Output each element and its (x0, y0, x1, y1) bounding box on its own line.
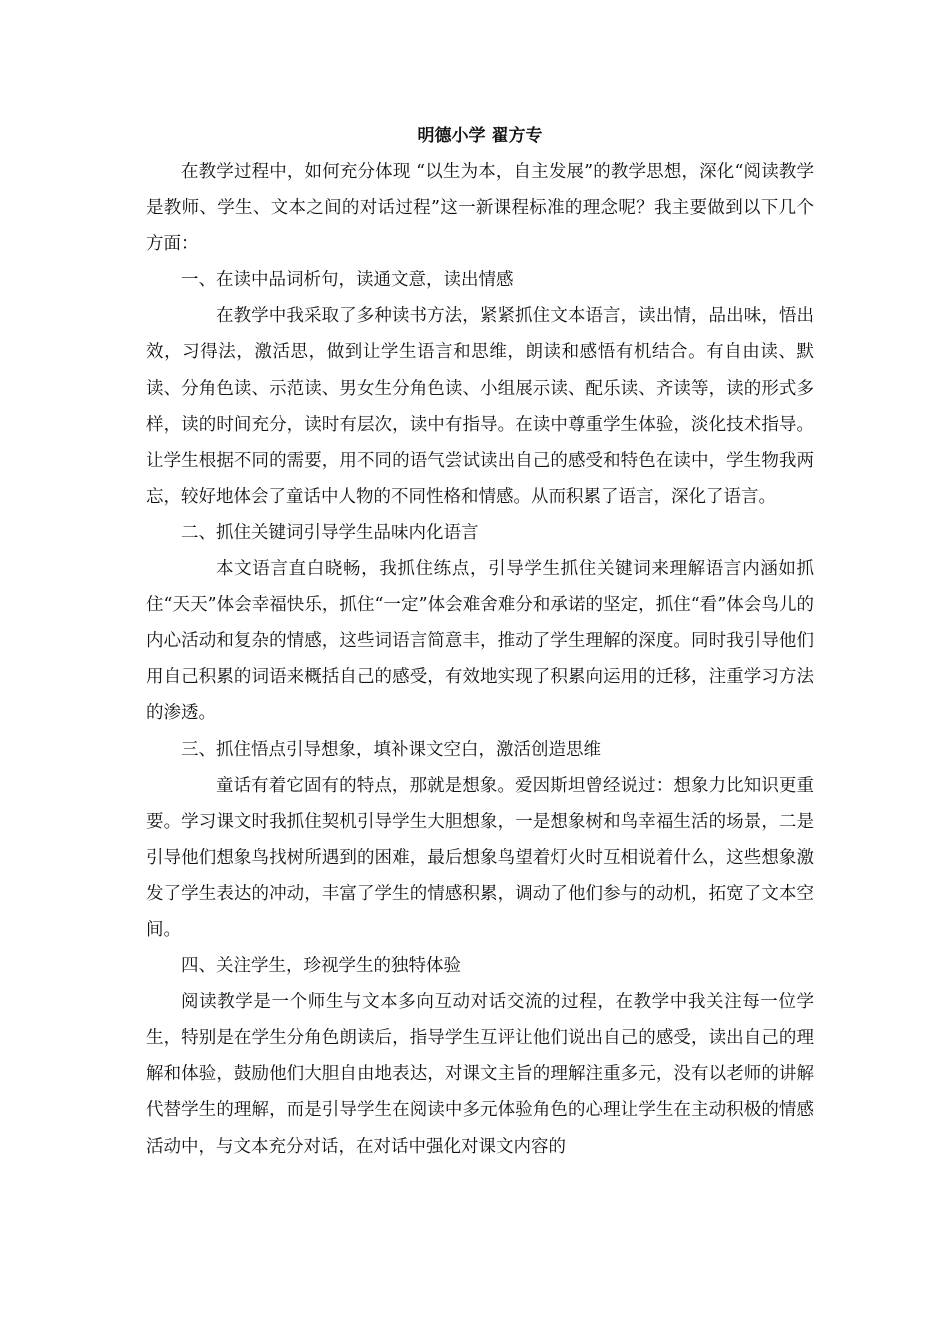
section-heading-4: 四、关注学生，珍视学生的独特体验 (181, 956, 461, 977)
section-body-1: 在教学中我采取了多种读书方法，紧紧抓住文本语言，读出情，品出味，悟出效，习得法，激活思，做到让学生语言和思维，朗读和感悟有机结合。有自由读、默读、分角色读、示范读、男女生分角色读、小组展示读、配乐读、齐读等，读的形式多样，读的时间充分，读时有层次，读中有指导。在读中尊重学生体验，淡化技术指导。让学生根据不同的需要，用不同的语气尝试读出自己的感受和特色在读中，学生物我两忘，较好地体会了童话中人物的不同性格和情感。从而积累了语言，深化了语言。 (146, 306, 814, 507)
intro-paragraph: 在教学过程中，如何充分体现 “以生为本，自主发展”的教学思想，深化“阅读教学是教师、学生、文本之间的对话过程”这一新课程标准的理念呢？我主要做到以下几个方面： (146, 162, 814, 255)
section-body-4: 阅读教学是一个师生与文本多向互动对话交流的过程，在教学中我关注每一位学生，特别是在学生分角色朗读后，指导学生互评让他们说出自己的感受，读出自己的理解和体验，鼓励他们大胆自由地表达，对课文主旨的理解注重多元，没有以老师的讲解代替学生的理解，而是引导学生在阅读中多元体验角色的心理让学生在主动积极的情感活动中，与文本充分对话，在对话中强化对课文内容的 (146, 992, 814, 1157)
section-heading-3: 三、抓住悟点引导想象，填补课文空白，激活创造思维 (181, 739, 601, 760)
document-title: 明德小学 翟方专 (417, 126, 543, 146)
section-heading-1: 一、在读中品词析句，读通文意，读出情感 (181, 270, 514, 291)
section-heading-2: 二、抓住关键词引导学生品味内化语言 (181, 522, 479, 543)
section-body-3: 童话有着它固有的特点，那就是想象。爱因斯坦曾经说过：想象力比知识更重要。学习课文时我抓住契机引导学生大胆想象，一是想象树和鸟幸福生活的场景，二是引导他们想象鸟找树所遇到的困难，最后想象鸟望着灯火时互相说着什么，这些想象激发了学生表达的冲动，丰富了学生的情感积累，调动了他们参与的动机，拓宽了文本空间。 (146, 775, 814, 940)
document-page (146, 118, 814, 1165)
section-body-2: 本文语言直白晓畅，我抓住练点，引导学生抓住关键词来理解语言内涵如抓住“天天”体会幸福快乐，抓住“一定”体会难舍难分和承诺的坚定，抓住“看”体会鸟儿的内心活动和复杂的情感，这些词语言简意丰，推动了学生理解的深度。同时我引导他们用自己积累的词语来概括自己的感受，有效地实现了积累向运用的迁移，注重学习方法的渗透。 (146, 559, 814, 724)
